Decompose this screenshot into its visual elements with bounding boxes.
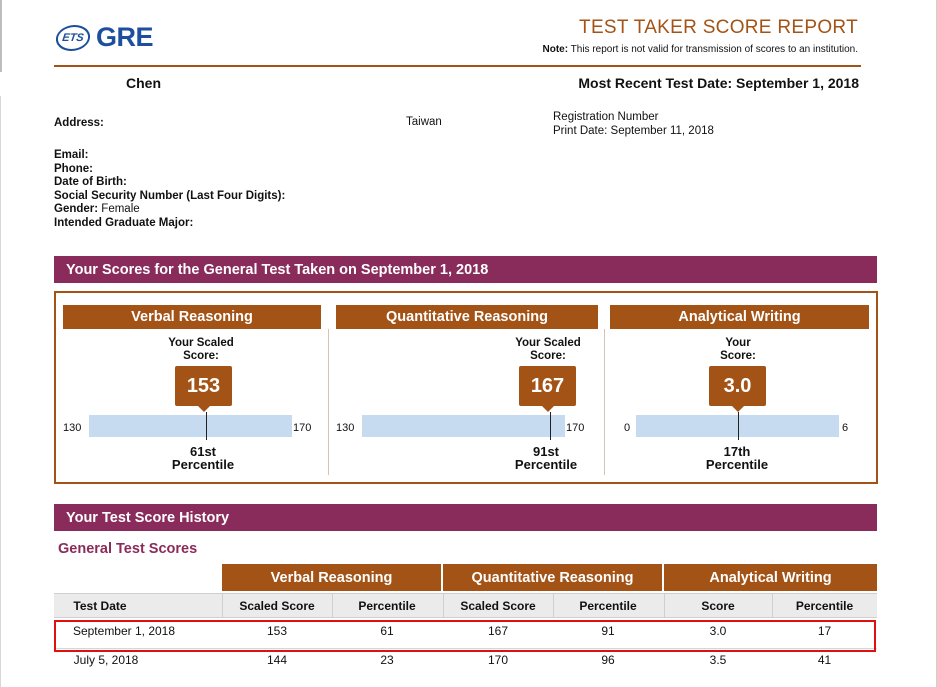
quant-score-label-line2: Score:	[530, 350, 566, 362]
address-country: Taiwan	[406, 116, 442, 128]
writing-percentile-value: 17th	[723, 444, 751, 459]
verbal-scale-bar	[89, 415, 292, 437]
table-row-2-writing-score: 3.5	[709, 652, 727, 667]
writing-panel-title: Analytical Writing	[610, 305, 869, 329]
column-divider	[222, 593, 223, 618]
most-recent-test-date: Most Recent Test Date: September 1, 2018	[578, 75, 859, 91]
quant-score-label-line1: Your Scaled	[515, 337, 581, 349]
writing-score-panel	[610, 305, 869, 475]
col-header-writing-score: Score	[701, 598, 735, 613]
major-label: Intended Graduate Major:	[54, 216, 194, 229]
scores-section-banner: Your Scores for the General Test Taken on September 1, 2018	[54, 256, 877, 283]
page-left-edge	[0, 0, 2, 72]
ets-gre-logo	[56, 22, 153, 53]
history-group-writing: Analytical Writing	[664, 564, 877, 591]
quant-scale-bar	[362, 415, 565, 437]
writing-score-label-line1: Your	[725, 337, 751, 349]
table-row-2-test-date: July 5, 2018	[73, 652, 139, 667]
quant-panel-title: Quantitative Reasoning	[336, 305, 598, 329]
col-header-writing-percentile: Percentile	[795, 598, 854, 613]
quant-percentile	[496, 445, 596, 471]
verbal-percentile-word: Percentile	[171, 457, 235, 472]
column-divider	[443, 593, 444, 618]
verbal-score-panel	[63, 305, 321, 475]
report-title: TEST TAKER SCORE REPORT	[579, 17, 858, 38]
col-header-verbal-percentile: Percentile	[358, 598, 416, 613]
quant-scale-min: 130	[336, 422, 355, 434]
verbal-percentile	[153, 445, 253, 471]
writing-score-pointer	[738, 412, 739, 440]
panel-separator	[604, 329, 605, 475]
table-row-2-quant-scaled: 170	[487, 652, 509, 667]
table-row-1-verbal-scaled: 153	[266, 623, 288, 638]
column-divider	[553, 593, 554, 618]
table-row-1-verbal-percentile: 61	[380, 623, 394, 638]
email-label: Email:	[54, 149, 89, 161]
verbal-scale-min: 130	[63, 422, 82, 434]
verbal-percentile-value: 61st	[189, 444, 217, 459]
quant-score-panel	[336, 305, 598, 475]
col-header-verbal-scaled: Scaled Score	[239, 598, 315, 613]
writing-percentile	[687, 445, 787, 471]
report-note	[542, 44, 858, 55]
table-row-2-quant-percentile: 96	[601, 652, 615, 667]
table-row-1-quant-percentile: 91	[601, 623, 615, 638]
print-date: Print Date: September 11, 2018	[553, 125, 714, 137]
table-row-2-verbal-scaled: 144	[266, 652, 288, 667]
highlighted-row-outline	[54, 620, 876, 652]
verbal-score-pointer	[206, 412, 207, 440]
ssn-label: Social Security Number (Last Four Digits):	[54, 189, 286, 202]
writing-scale-min: 0	[624, 422, 631, 434]
dob-label: Date of Birth:	[54, 176, 127, 189]
verbal-panel-title: Verbal Reasoning	[63, 305, 321, 329]
note-label: Note:	[542, 44, 569, 55]
history-group-verbal: Verbal Reasoning	[222, 564, 441, 591]
gre-wordmark: GRE	[96, 22, 154, 52]
quant-score-pointer	[550, 412, 551, 440]
quant-scale-max: 170	[566, 422, 585, 434]
col-header-quant-scaled: Scaled Score	[460, 598, 536, 613]
quant-percentile-value: 91st	[532, 444, 560, 459]
writing-score-badge: 3.0	[709, 366, 766, 406]
verbal-score-label-line2: Score:	[183, 350, 219, 362]
table-row-2-writing-percentile: 41	[817, 652, 832, 667]
history-section-banner: Your Test Score History	[54, 504, 877, 531]
quant-score-badge: 167	[519, 366, 576, 406]
table-row-1-writing-score: 3.0	[709, 623, 727, 638]
gender-label: Gender:	[54, 203, 99, 216]
page-left-edge-lower	[0, 96, 1, 687]
panel-separator	[328, 329, 329, 475]
gender-value: Female	[101, 203, 140, 216]
score-summary-box	[54, 291, 878, 484]
column-divider	[772, 593, 773, 618]
col-header-quant-percentile: Percentile	[579, 598, 637, 613]
verbal-scale-max: 170	[293, 422, 312, 434]
quant-percentile-word: Percentile	[514, 457, 578, 472]
address-label: Address:	[54, 117, 104, 129]
candidate-name: Chen	[126, 75, 161, 91]
ets-badge-logo: ETS	[54, 25, 92, 51]
history-group-quant: Quantitative Reasoning	[443, 564, 662, 591]
writing-score-label-line2: Score:	[720, 350, 756, 362]
column-divider	[332, 593, 333, 618]
table-row-1-test-date: September 1, 2018	[72, 623, 176, 638]
header-divider	[54, 65, 861, 67]
table-row-1-quant-scaled: 167	[487, 623, 509, 638]
candidate-details	[54, 149, 285, 231]
registration-number-label: Registration Number	[553, 111, 659, 123]
registration-block	[553, 110, 714, 138]
table-row-1-writing-percentile: 17	[817, 623, 832, 638]
phone-label: Phone:	[54, 162, 93, 175]
table-row-2-verbal-percentile: 23	[380, 652, 394, 667]
column-divider	[664, 593, 665, 618]
col-header-test-date: Test Date	[73, 598, 127, 613]
note-text: This report is not valid for transmission of scores to an institution.	[570, 44, 858, 55]
verbal-score-badge: 153	[175, 366, 232, 406]
verbal-score-label-line1: Your Scaled	[168, 337, 234, 349]
writing-scale-max: 6	[842, 422, 849, 434]
writing-percentile-word: Percentile	[705, 457, 769, 472]
gender-line	[54, 203, 285, 217]
history-subheading: General Test Scores	[58, 541, 198, 557]
writing-score-label	[688, 337, 788, 363]
quant-score-label	[498, 337, 598, 363]
verbal-score-label	[151, 337, 251, 363]
